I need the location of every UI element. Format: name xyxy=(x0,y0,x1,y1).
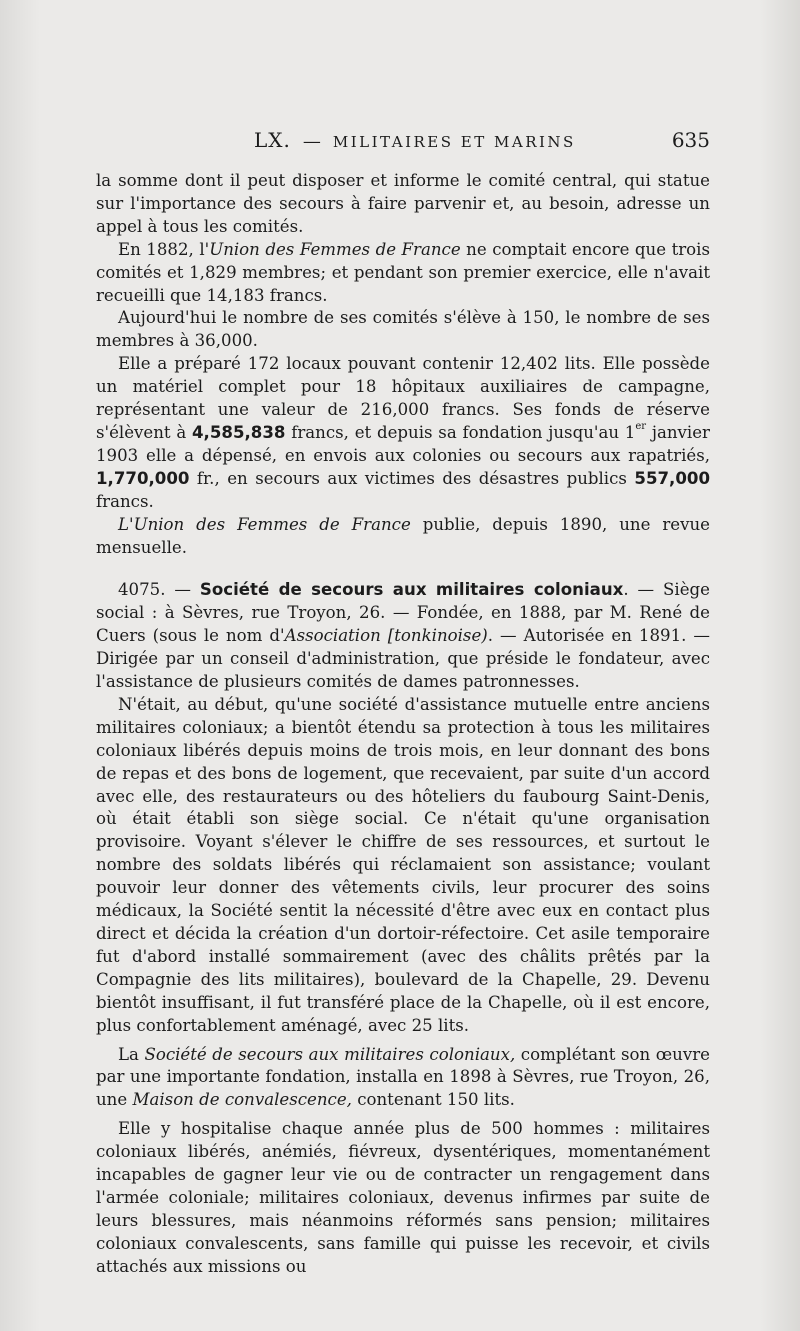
reserve-amount: 4,585,838 xyxy=(192,422,286,442)
chapter-number: LX. xyxy=(254,128,291,152)
disasters-amount: 557,000 xyxy=(634,468,710,488)
paragraph-7: La Société de secours aux militaires coloniaux, complétant son œuvre par une importante fondation, installa en 1898 à Sèvres, rue Troyon, 26, une Maison de convalescence, contenant 150 lits. xyxy=(96,1044,710,1110)
paragraph-4: Elle a préparé 172 locaux pouvant contenir 12,402 lits. Elle possède un matériel complet pour 18 hôpitaux auxiliaires de campagne, représentant une valeur de 216,000 francs. Ses fonds de réserve s'élèvent à 4,585,838 francs, et depuis sa fondation jusqu'au 1er janvier 1903 elle a dépensé, en envois aux colonies ou secours aux rapatriés, 1,770,000 fr., en secours aux victimes des désastres publics 557,000 francs. xyxy=(96,354,710,511)
page-number: 635 xyxy=(671,128,710,152)
section-4075: 4075. — Société de secours aux militaires coloniaux. — Siège social : à Sèvres, rue Troyon, 26. — Fondée, en 1888, par M. René de Cuers (sous le nom d'Association [tonkinoise). — Autorisée en 1891. — Dirigée par un conseil d'administration, que préside le fondateur, avec l'assistance de plusieurs comités de dames patronnesses. xyxy=(96,580,711,692)
chapter-title: MILITAIRES ET MARINS xyxy=(332,133,576,151)
paragraph-8: Elle y hospitalise chaque année plus de 500 hommes : militaires coloniaux libérés, anémiés, fiévreux, dysentériques, momentanément incapables de gagner leur vie ou de contracter un rengagement dans l'armée coloniale; militaires coloniaux, devenus infirmes par suite de leurs blessures, mais néanmoins réformés sans pension; militaires coloniaux convalescents, sans famille qui puisse les recevoir, et civils attachés aux missions ou xyxy=(96,1119,710,1276)
colonies-amount: 1,770,000 xyxy=(96,468,190,488)
running-header xyxy=(96,128,710,158)
header-dash: — xyxy=(302,131,321,152)
paragraph-2: En 1882, l'Union des Femmes de France ne comptait encore que trois comités et 1,829 membres; et pendant son premier exercice, elle n'avait recueilli que 14,183 francs. xyxy=(96,239,710,305)
paragraph-6: N'était, au début, qu'une société d'assistance mutuelle entre anciens militaires coloniaux; a bientôt étendu sa protection à tous les militaires coloniaux libérés depuis moins de trois mois, en leur donnant des bons de repas et des bons de logement, que recevaient, par suite d'un accord avec elle, des restaurateurs ou des hôteliers du faubourg Saint-Denis, où était établi son siège social. Ce n'était qu'une organisation provisoire. Voyant s'élever le chiffre de ses ressources, et surtout le nombre des soldats libérés qui réclamaient son assistance; voulant pouvoir leur donner des vêtements civils, leur procurer des soins médicaux, la Société sentit la nécessité d'être avec eux en contact plus direct et décida la création d'un dortoir-réfectoire. Cet asile temporaire fut d'abord installé sommairement (avec des châlits prêtés par la Compagnie des lits militaires), boulevard de la Chapelle, 29. Devenu bientôt insuffisant, il fut transféré place de la Chapelle, où il est encore, plus confortablement aménagé, avec 25 lits. xyxy=(96,694,710,1035)
paragraph-5: L'Union des Femmes de France publie, depuis 1890, une revue mensuelle. xyxy=(96,514,711,557)
paragraph-3: Aujourd'hui le nombre de ses comités s'élève à 150, le nombre de ses membres à 36,000. xyxy=(96,308,710,351)
section-title: Société de secours aux militaires coloniaux xyxy=(199,580,624,600)
paragraph-1: la somme dont il peut disposer et informe le comité central, qui statue sur l'importance des secours à faire parvenir et, au besoin, adresse un appel à tous les comités. xyxy=(96,171,710,236)
header-center xyxy=(96,128,576,152)
section-gap xyxy=(96,559,710,579)
section-number: 4075. — xyxy=(118,580,200,600)
page-body xyxy=(96,170,710,1279)
